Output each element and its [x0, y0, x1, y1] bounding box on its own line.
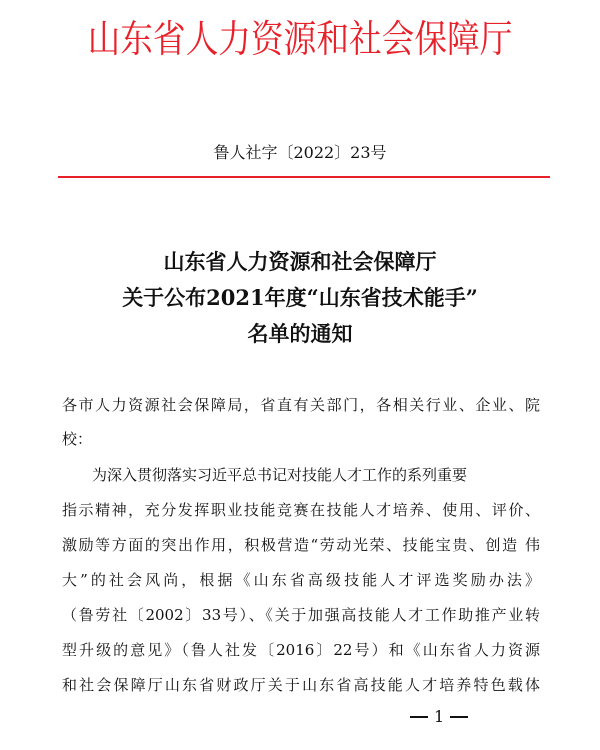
notice-title-line-2: 关于公布2021年度“山东省技术能手”: [122, 285, 478, 310]
body-line-1: 为深入贯彻落实习近平总书记对技能人才工作的系列重要: [92, 466, 468, 484]
masthead-title: 山东省人力资源和社会保障厅: [87, 17, 513, 61]
body-line-6: 型升级的意见》（鲁人社发〔2016〕22号）和《山东省人力资源: [62, 641, 540, 659]
body-line-5: （鲁劳社〔2002〕33号）、《关于加强高技能人才工作助推产业转: [62, 606, 540, 624]
page-number: 1: [434, 707, 445, 726]
page-footer: [410, 707, 468, 726]
body-line-7: 和社会保障厅山东省财政厅关于山东省高技能人才培养特色载体: [62, 676, 540, 694]
dash-right: [450, 716, 468, 718]
recipients-line-2: 校：: [62, 430, 93, 448]
notice-title-line-1: 山东省人力资源和社会保障厅: [163, 249, 437, 274]
dash-left: [410, 716, 428, 718]
document-number: 鲁人社字〔2022〕23号: [213, 143, 387, 162]
body-line-4: 大”的社会风尚，根据《山东省高级技能人才评选奖励办法》: [62, 571, 540, 589]
body-line-2: 指示精神，充分发挥职业技能竞赛在技能人才培养、使用、评价、: [62, 501, 540, 519]
recipients-line-1: 各市人力资源社会保障局，省直有关部门，各相关行业、企业、院: [62, 396, 540, 414]
body-line-3: 激励等方面的突出作用，积极营造“劳动光荣、技能宝贵、创造 伟: [62, 536, 540, 554]
notice-title-line-3: 名单的通知: [247, 321, 353, 346]
red-divider-rule: [58, 176, 550, 178]
